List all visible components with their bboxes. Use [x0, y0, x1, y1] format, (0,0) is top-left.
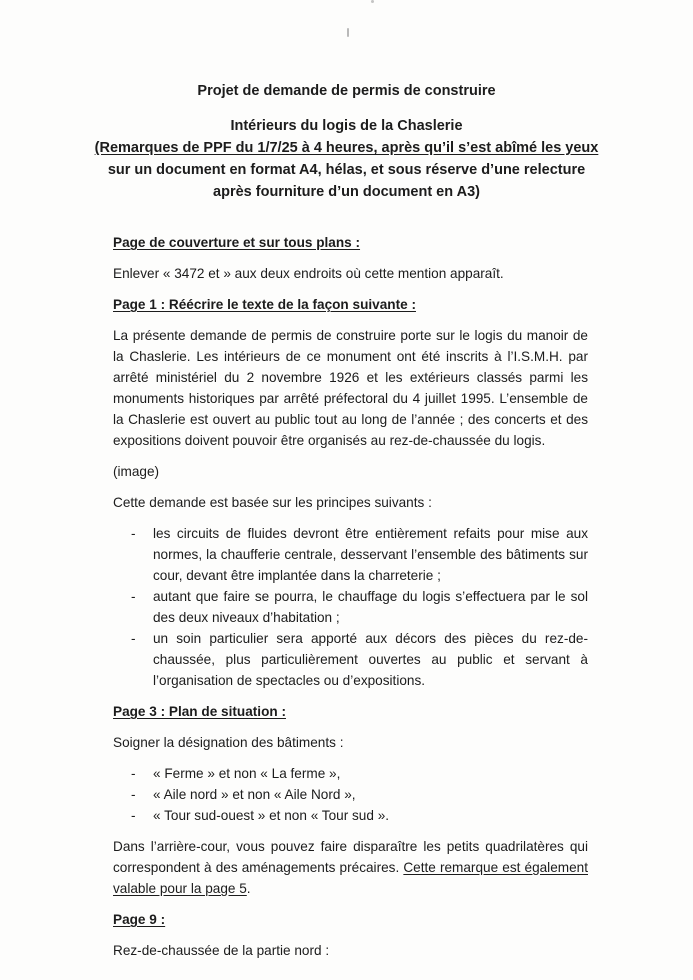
document-title: Projet de demande de permis de construire [197, 83, 496, 99]
document-header [80, 80, 613, 203]
remark-line-3: après fourniture d’un document en A3) [213, 184, 480, 200]
page3-intro: Soigner la désignation des bâtiments : [113, 735, 344, 750]
list-item: - les circuits de fluides devront être entièrement refaits pour mise aux normes, la chaufferie centrale, desservant l’ensemble des bâtiments sur cour, devant être implantée dans la charreterie ; [113, 523, 588, 586]
section-heading-cover: Page de couverture et sur tous plans : [113, 235, 361, 250]
page3-note-end: . [246, 881, 251, 896]
list-item: - autant que faire se pourra, le chauffage du logis s’effectuera par le sol des deux niveaux d’habitation ; [113, 586, 588, 628]
remark-line-2: sur un document en format A4, hélas, et sous réserve d’une relecture [107, 162, 586, 178]
building-names-list [113, 763, 588, 826]
page9-text: Rez-de-chaussée de la partie nord : [113, 943, 330, 958]
scan-speck [371, 0, 374, 3]
principles-list [113, 523, 588, 691]
cover-instruction: Enlever « 3472 et » aux deux endroits où cette mention apparaît. [113, 266, 504, 281]
list-item: - « Ferme » et non « La ferme », [113, 763, 588, 784]
list-item: - « Aile nord » et non « Aile Nord », [113, 784, 588, 805]
principles-intro: Cette demande est basée sur les principes suivants : [113, 495, 432, 510]
page1-paragraph: La présente demande de permis de construire porte sur le logis du manoir de la Chaslerie. Les intérieurs de ce monument ont été inscrits à l’I.S.M.H. par arrêté ministériel du 2 novembre 1926 et les extérieurs classés parmi les monuments historiques par arrêté préfectoral du 4 juillet 1995. L’ensemble de la Chaslerie est ouvert au public tout au long de l’année ; des concerts et des expositions doivent pouvoir être organisés au rez-de-chaussée du logis. [113, 328, 588, 448]
list-item: - « Tour sud-ouest » et non « Tour sud ». [113, 805, 588, 826]
section-heading-page3: Page 3 : Plan de situation : [113, 704, 286, 719]
remark-line-1: (Remarques de PPF du 1/7/25 à 4 heures, après qu’il s’est abîmé les yeux [94, 140, 599, 156]
document-body [113, 232, 588, 971]
list-item: - un soin particulier sera apporté aux décors des pièces du rez-de-chaussée, plus particulièrement ouvertes au public et servant à l’organisation de spectacles ou d’expositions. [113, 628, 588, 691]
page3-note-underlined: Cette remarque est également valable pour la page 5 [113, 860, 588, 896]
page3-note-text: Dans l’arrière-cour, vous pouvez faire disparaître les petits quadrilatères qui correspondent à des aménagements précaires. [113, 839, 588, 875]
page3-note [113, 836, 588, 899]
section-heading-page9: Page 9 : [113, 912, 166, 927]
section-heading-page1: Page 1 : Réécrire le texte de la façon suivante : [113, 297, 416, 312]
document-subtitle: Intérieurs du logis de la Chaslerie [230, 118, 463, 134]
image-placeholder: (image) [113, 464, 160, 479]
scan-mark [347, 28, 349, 37]
